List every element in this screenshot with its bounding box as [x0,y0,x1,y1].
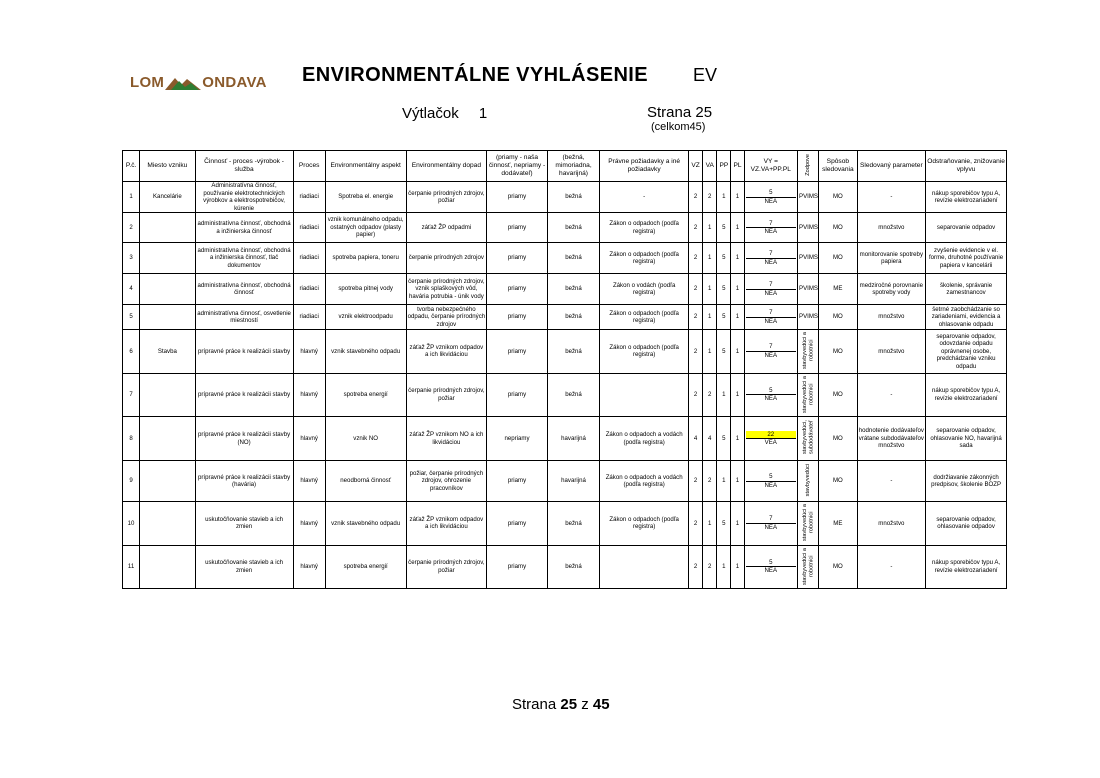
cell-va: 2 [703,182,717,213]
document-code: EV [693,65,718,85]
cell-vz: 2 [689,502,703,546]
cell-zodp: PVIMS [798,243,819,274]
cell-cinnost: administratívna činnosť, obchodná a inžinierska činnosť, tlač dokumentov [195,243,293,274]
cell-priamy: priamy [487,243,548,274]
cell-vy [744,545,797,589]
cell-pp: 5 [717,330,731,374]
cell-pp: 1 [717,373,731,417]
cell-va: 1 [703,274,717,305]
cell-pl: 1 [731,417,744,461]
cell-proces: riadiaci [293,182,325,213]
cell-dopad: tvorba nebezpečného odpadu, čerpanie prírodných zdrojov [407,305,486,328]
cell-priamy: priamy [487,213,548,243]
cell-va: 2 [703,545,717,589]
cell-vy [744,373,797,417]
cell-miesto [140,213,196,243]
cell-bezna: bežná [547,243,599,274]
cell-param: - [857,373,926,417]
cell-bezna: bežná [547,330,599,374]
vy-level: NEA [764,197,778,205]
cell-cinnost: prípravné práce k realizácii stavby (NO) [195,417,293,461]
cell-vy [744,182,797,213]
cell-pravne: Zákon o vodách (podľa registra) [600,274,689,305]
cell-aspekt: vznik komunálneho odpadu, ostatných odpadov (plasty papier) [325,213,406,243]
vy-level: NEA [764,258,778,266]
cell-cinnost: prípravné práce k realizácii stavby (havária) [195,461,293,502]
cell-sposob: MO [819,461,857,502]
cell-pc: 10 [123,502,140,546]
table-row [123,305,1007,330]
cell-pravne [600,545,689,589]
cell-pp: 5 [717,213,731,243]
cell-miesto [140,373,196,417]
table-row [123,545,1007,589]
col-header-pp: PP [717,151,731,182]
cell-aspekt: spotreba energií [325,545,406,589]
cell-pp: 5 [717,417,731,461]
cell-vz: 2 [689,305,703,330]
vy-score: 5 [746,473,796,482]
cell-vy [744,305,797,330]
vy-level: NEA [764,351,778,359]
cell-miesto: Stavba [140,330,196,374]
cell-miesto [140,243,196,274]
vy-level: NEA [764,228,778,235]
cell-aspekt: vznik NO [325,417,406,461]
vy-level: VEA [764,439,777,446]
cell-pravne [600,373,689,417]
cell-bezna: bežná [547,545,599,589]
cell-aspekt: neodborná činnosť [325,461,406,502]
col-header-pravne: Právne požiadavky a iné požiadavky [600,151,689,182]
cell-aspekt: spotreba pitnej vody [325,274,406,305]
col-header-zodp [798,151,819,182]
cell-pc: 11 [123,545,140,589]
cell-pp: 5 [717,305,731,330]
cell-zodp [798,502,819,546]
cell-pp: 1 [717,545,731,589]
cell-proces: hlavný [293,417,325,461]
cell-miesto [140,545,196,589]
col-header-sposob: Spôsob sledovania [819,151,857,182]
cell-cinnost: administratívna činnosť, obchodná a inžinierska činnosť [195,213,293,243]
cell-sposob: MO [819,417,857,461]
cell-vz: 2 [689,461,703,502]
cell-pp: 5 [717,502,731,546]
cell-pc: 4 [123,274,140,305]
cell-miesto [140,461,196,502]
table-row [123,461,1007,502]
cell-sposob: ME [819,274,857,305]
cell-proces: hlavný [293,461,325,502]
cell-pl: 1 [731,330,744,374]
cell-dopad: čerpanie prírodných zdrojov, požiar [406,373,487,417]
cell-cinnost: administratívna činnosť, osvetlenie miestností [195,305,293,330]
cell-odstr: dodržiavanie zákonných predpisov, školenie BOZP [926,461,1007,502]
col-header-pl: PL [731,151,744,182]
cell-cinnost: prípravné práce k realizácii stavby [195,373,293,417]
cell-cinnost: uskutočňovanie stavieb a ich zmien [195,502,293,546]
cell-param: množstvo [857,330,926,374]
cell-miesto [140,417,196,461]
cell-priamy: priamy [487,274,548,305]
page-footer [512,696,610,713]
cell-zodp: PVIMS [798,182,819,213]
vy-score: 5 [746,387,796,396]
cell-aspekt: Spotreba el. energie [325,182,406,213]
cell-priamy: priamy [487,305,548,330]
cell-priamy: priamy [487,182,548,213]
cell-bezna: havarijná [547,461,599,502]
cell-sposob: MO [819,213,857,243]
logo-text-left: LOM [130,74,165,91]
col-header-vz: VZ [689,151,703,182]
cell-zodp: PVIMS [798,305,819,330]
cell-vz: 4 [689,417,703,461]
cell-param: množstvo [857,305,926,330]
cell-priamy: priamy [487,502,548,546]
col-header-vy: VY = VZ.VA+PP.PL [744,151,797,182]
table-row [123,330,1007,374]
cell-sposob: MO [819,182,857,213]
cell-miesto: Kancelárie [140,182,196,213]
vy-score: 5 [746,559,796,568]
vy-score: 7 [746,281,796,290]
vy-score: 7 [746,309,796,318]
cell-pp: 5 [717,274,731,305]
cell-pc: 9 [123,461,140,502]
cell-dopad: čerpanie prírodných zdrojov, požiar [406,182,487,213]
vy-score: 5 [746,189,796,198]
cell-bezna: bežná [547,502,599,546]
cell-odstr: separovanie odpadov, odovzdanie odpadu oprávnenej osobe, predchádzanie vzniku odpadu [926,330,1007,374]
cell-bezna: havarijná [547,417,599,461]
cell-pl: 1 [731,461,744,502]
vy-score: 7 [746,220,796,229]
col-header-aspekt: Environmentálny aspekt [325,151,406,182]
cell-bezna: bežná [547,182,599,213]
cell-priamy: priamy [487,373,548,417]
cell-param: monitorovanie spotreby papiera [857,243,926,274]
environmental-aspects-table [122,150,1007,589]
extract-label: Výtlačok [402,105,459,122]
cell-odstr: šetrné zaobchádzanie so zariadeniami, evidencia a ohlasovanie odpadu [926,305,1007,330]
vy-score: 22 [746,431,796,440]
cell-pravne: Zákon o odpadoch a vodách (podľa registra) [600,461,689,502]
cell-dopad: čerpanie prírodných zdrojov, požiar [406,545,487,589]
col-header-dopad: Environmentálny dopad [406,151,487,182]
cell-zodp [798,330,819,374]
cell-odstr: nákup sporebičov typu A, revízie elektrozariadení [926,182,1007,213]
cell-zodp-text: stavbyvedúci a robotníci [801,331,815,369]
cell-vz: 2 [689,545,703,589]
cell-pravne: Zákon o odpadoch (podľa registra) [600,305,689,330]
cell-odstr: separovanie odpadov [926,213,1007,243]
cell-pravne: Zákon o odpadoch (podľa registra) [600,243,689,274]
footer-prefix: Strana [512,696,557,713]
cell-zodp-text: stavbyvedúci a robotníci [801,503,815,541]
col-header-proces: Proces [293,151,325,182]
cell-pravne: Zákon o odpadoch (podľa registra) [600,502,689,546]
cell-sposob: MO [819,373,857,417]
cell-dopad: záťaž ŽP vznikom odpadov a ich likvidáciou [406,330,487,374]
cell-aspekt: spotreba energií [325,373,406,417]
col-header-bezna: (bežná, mimoriadna, havarijná) [547,151,599,182]
cell-vz: 2 [689,243,703,274]
cell-cinnost: prípravné práce k realizácii stavby [195,330,293,374]
cell-pc: 8 [123,417,140,461]
cell-va: 1 [703,305,717,330]
cell-param: hodnotenie dodávateľov vrátane subdodávateľov množstvo [857,417,926,461]
vy-score: 7 [746,250,796,259]
cell-param: - [857,182,926,213]
cell-pc: 1 [123,182,140,213]
cell-zodp-text: stavbyvedúci a robotníci [801,547,815,585]
cell-proces: riadiaci [293,243,325,274]
cell-vz: 2 [689,330,703,374]
table-row [123,182,1007,213]
cell-bezna: bežná [547,373,599,417]
cell-vy [744,461,797,502]
col-header-priamy: (priamy - naša činnosť, nepriamy - dodávateľ) [487,151,548,182]
cell-dopad: záťaž ŽP odpadmi [406,213,487,243]
cell-proces: hlavný [293,502,325,546]
page-label: Strana 25 [647,104,713,121]
cell-odstr: nákup sporebičov typu A, revízie elektrozariadení [926,545,1007,589]
cell-vz: 2 [689,182,703,213]
cell-proces: riadiaci [293,305,325,330]
cell-zodp [798,373,819,417]
table-row [123,417,1007,461]
cell-proces: hlavný [293,330,325,374]
cell-cinnost: uskutočňovanie stavieb a ich zmien [195,545,293,589]
cell-pc: 7 [123,373,140,417]
footer-middle: z [581,696,589,713]
cell-va: 1 [703,243,717,274]
cell-pl: 1 [731,545,744,589]
cell-dopad: záťaž ŽP vznikom NO a ich likvidáciou [406,417,487,461]
cell-pl: 1 [731,274,744,305]
extract-number: 1 [478,105,488,122]
cell-zodp: PVIMS [798,274,819,305]
table-row [123,502,1007,546]
cell-miesto [140,305,196,330]
cell-odstr: separovanie odpadov, ohlasovanie odpadov [926,502,1007,546]
vy-level: NEA [764,481,778,489]
cell-odstr: školenie, správanie zamestnancov [926,274,1007,305]
cell-pl: 1 [731,502,744,546]
cell-priamy: priamy [487,545,548,589]
cell-bezna: bežná [547,274,599,305]
cell-vz: 2 [689,213,703,243]
cell-sposob: MO [819,545,857,589]
cell-zodp-text: stavbyvedúci a robotníci [801,375,815,413]
cell-pravne: Zákon o odpadoch (podľa registra) [600,213,689,243]
cell-priamy: priamy [487,461,548,502]
cell-cinnost: administratívna činnosť, obchodná činnosť [195,274,293,305]
cell-va: 4 [703,417,717,461]
col-header-zodp-text: Zodpove [804,153,811,176]
mountain-logo-icon [165,75,201,91]
vy-score: 7 [746,515,796,524]
cell-va: 1 [703,330,717,374]
cell-va: 2 [703,461,717,502]
col-header-param: Sledovaný parameter [857,151,926,182]
cell-va: 1 [703,502,717,546]
table-row [123,243,1007,274]
col-header-odstr: Odstraňovanie, znižovanie vplyvu [926,151,1007,182]
table-header-row [123,151,1007,182]
cell-pc: 2 [123,213,140,243]
cell-zodp-text: stavbyvedúci [804,463,811,496]
cell-sposob: ME [819,502,857,546]
cell-odstr: nákup sporebičov typu A, revízie elektrozariadení [926,373,1007,417]
cell-odstr: separovanie odpadov, ohlasovanie NO, havarijná sada [926,417,1007,461]
vy-level: NEA [764,567,778,575]
cell-pc: 6 [123,330,140,374]
document-title: ENVIRONMENTÁLNE VYHLÁSENIE [302,64,648,86]
cell-param: - [857,545,926,589]
col-header-miesto: Miesto vzniku [140,151,196,182]
cell-aspekt: vznik stavebného odpadu [325,502,406,546]
cell-pp: 1 [717,182,731,213]
logo-text-right: ONDAVA [202,74,267,91]
cell-miesto [140,502,196,546]
cell-pc: 5 [123,305,140,330]
cell-param: - [857,461,926,502]
cell-aspekt: spotreba papiera, toneru [325,243,406,274]
cell-aspekt: vznik stavebného odpadu [325,330,406,374]
cell-pp: 5 [717,243,731,274]
table-row [123,213,1007,243]
cell-pp: 1 [717,461,731,502]
cell-cinnost: Administratívna činnosť, používanie elektrotechnických výrobkov a elektrospotrebičov, kúrenie [195,182,293,213]
cell-proces: hlavný [293,545,325,589]
cell-zodp [798,417,819,461]
extract-info [402,105,487,122]
cell-zodp: PVIMS [798,213,819,243]
cell-pravne: Zákon o odpadoch a vodách (podľa registra) [600,417,689,461]
cell-param: množstvo [857,213,926,243]
cell-proces: riadiaci [293,213,325,243]
cell-dopad: čerpanie prírodných zdrojov [406,243,487,274]
table-row [123,274,1007,305]
cell-vz: 2 [689,274,703,305]
cell-dopad: záťaž ŽP vznikom odpadov a ich likvidáciou [406,502,487,546]
cell-vy [744,502,797,546]
cell-vy [744,330,797,374]
cell-param: množstvo [857,502,926,546]
cell-bezna: bežná [547,305,599,330]
cell-pl: 1 [731,243,744,274]
vy-score: 7 [746,343,796,352]
footer-total-pages: 45 [592,696,610,713]
cell-vy [744,274,797,305]
cell-pl: 1 [731,305,744,330]
cell-pravne: Zákon o odpadoch (podľa registra) [600,330,689,374]
cell-va: 1 [703,213,717,243]
cell-zodp [798,461,819,502]
cell-zodp [798,545,819,589]
cell-aspekt: vznik elektroodpadu [325,305,406,330]
cell-bezna: bežná [547,213,599,243]
cell-odstr: zvyšenie evidencie v el. forme, druhotné používanie papiera v kancelárii [926,243,1007,274]
cell-pl: 1 [731,213,744,243]
table-body [123,182,1007,589]
cell-va: 2 [703,373,717,417]
cell-pc: 3 [123,243,140,274]
table-row [123,373,1007,417]
vy-level: NEA [764,317,778,325]
company-logo [130,74,267,91]
cell-sposob: MO [819,243,857,274]
vy-level: NEA [764,395,778,403]
cell-vy [744,213,797,243]
cell-pl: 1 [731,373,744,417]
cell-sposob: MO [819,305,857,330]
vy-level: NEA [764,289,778,297]
cell-zodp-text: stavbyvedúci, subdodávateľ [801,420,815,455]
cell-proces: riadiaci [293,274,325,305]
cell-pravne: - [600,182,689,213]
cell-dopad: požiar, čerpanie prírodných zdrojov, ohrozenie pracovníkov [406,461,487,502]
page-total-label: (celkom45) [651,121,706,133]
cell-dopad: čerpanie prírodných zdrojov, vznik splaškových vôd, havária potrubia - únik vody [406,274,487,305]
cell-vz: 2 [689,373,703,417]
col-header-cinnost: Činnosť - proces -výrobok - služba [195,151,293,182]
cell-priamy: priamy [487,330,548,374]
col-header-pc: P.č. [123,151,140,182]
col-header-va: VA [703,151,717,182]
cell-param: medziročné porovnanie spotreby vody [857,274,926,305]
cell-pl: 1 [731,182,744,213]
footer-current-page: 25 [560,696,578,713]
cell-vy [744,243,797,274]
cell-sposob: MO [819,330,857,374]
cell-miesto [140,274,196,305]
cell-priamy: nepriamy [487,417,548,461]
cell-proces: hlavný [293,373,325,417]
cell-vy [744,417,797,461]
vy-level: NEA [764,523,778,531]
